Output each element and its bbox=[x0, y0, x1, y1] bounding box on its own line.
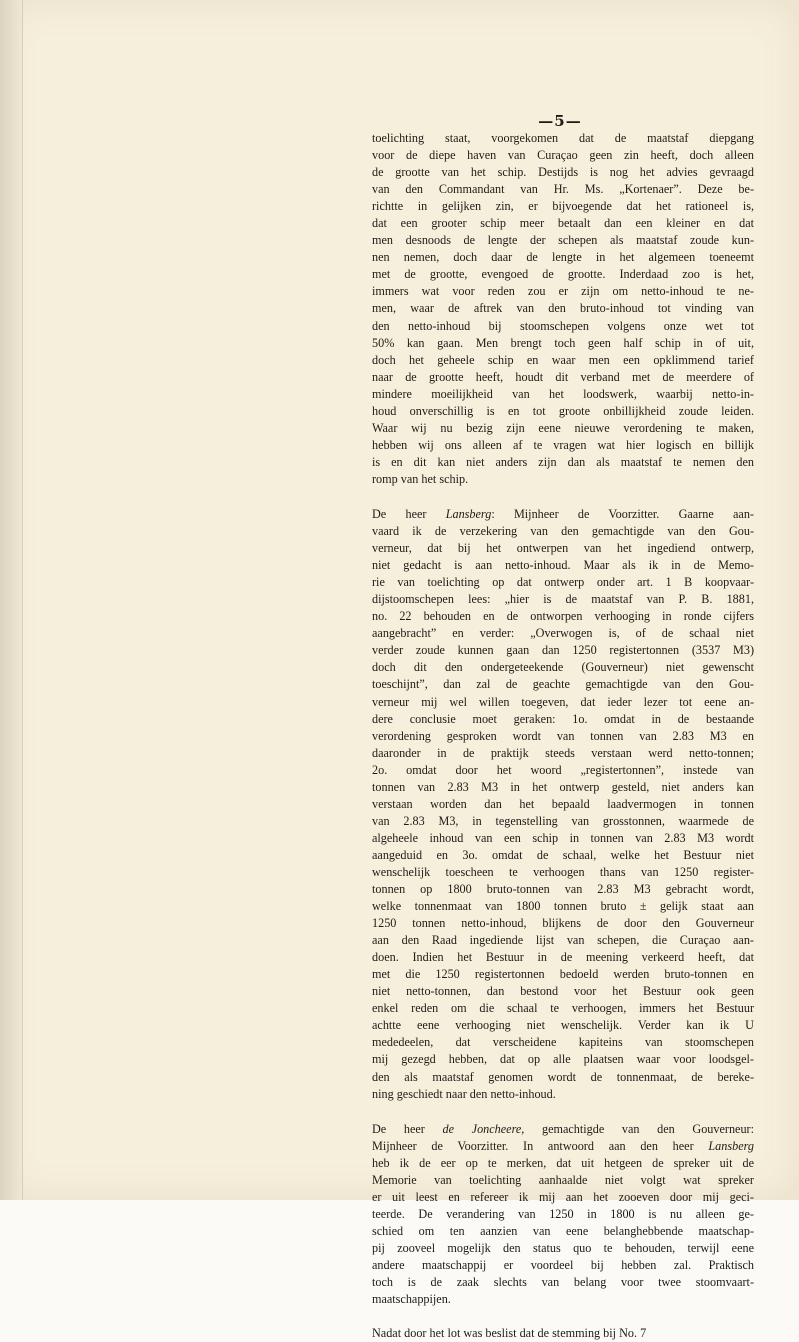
text-line: er uit leest en refereer ik mij aan het zooeven door mij geci- bbox=[372, 1189, 754, 1204]
text-line: andere maatschappij er voordeel bij hebben zal. Praktisch bbox=[372, 1258, 754, 1272]
text-line: aan den Raad ingediende lijst van schepen, die Curaçao aan- bbox=[372, 933, 754, 948]
text-line: teerde. De verandering van 1250 in 1800 is nu alleen ge- bbox=[372, 1206, 754, 1221]
text-line: niet gedacht is aan netto-inhoud. Maar als ik in de Memo- bbox=[372, 558, 754, 573]
document-body bbox=[372, 130, 754, 1342]
text-line: houd onverschillig is en tot groote onbillijkheid zoude leiden. bbox=[372, 403, 754, 418]
text-line: Waar wij nu bezig zijn eene nieuwe verordening te maken, bbox=[372, 420, 754, 435]
text-line: toelichting staat, voorgekomen dat de maatstaf diepgang bbox=[372, 131, 754, 145]
text-line: richtte in gelijken zin, er bijvoegende dat het rationeel is, bbox=[372, 199, 754, 214]
text-line: enkel reden om die schaal te verhoogen, immers het Bestuur bbox=[372, 1001, 754, 1016]
text-line: nen nemen, doch daar de lengte in het algemeen toeneemt bbox=[372, 250, 754, 265]
text-line: met die 1250 registertonnen bedoeld werden bruto-tonnen en bbox=[372, 967, 754, 982]
text-line: rie van toelichting op dat ontwerp onder art. 1 B koopvaar- bbox=[372, 575, 754, 590]
text-line: van 2.83 M3, in tegenstelling van grosstonnen, waarmede de bbox=[372, 813, 754, 828]
text-line: Memorie van toelichting aanhaalde niet volgt wat spreker bbox=[372, 1172, 754, 1187]
text-line: maatschappijen. bbox=[372, 1292, 451, 1307]
text-line: wenschelijk toescheen te verhoogen thans van 1250 register- bbox=[372, 864, 754, 879]
text-line: doch het geheele schip en waar men een opklimmend tarief bbox=[372, 352, 754, 367]
text-line: 1250 tonnen netto-inhoud, blijkens de door den Gouverneur bbox=[372, 916, 754, 931]
text-line: achtte eene verhooging niet wenschelijk. Verder kan ik U bbox=[372, 1018, 754, 1033]
text-line: heb ik de eer op te merken, dat uit hetgeen de spreker uit de bbox=[372, 1155, 754, 1170]
text-line: men, waar de aftrek van den bruto-inhoud tot vinding van bbox=[372, 301, 754, 316]
text-line: algeheele inhoud van een schip in tonnen van 2.83 M3 wordt bbox=[372, 830, 754, 845]
text-line: immers wat voor reden zou er zijn om netto-inhoud te ne- bbox=[372, 284, 754, 299]
text-line: 2o. omdat door het woord „registertonnen”, instede van bbox=[372, 762, 754, 777]
text-line: is en dit kan niet anders zijn dan als maatstaf te nemen den bbox=[372, 454, 754, 469]
text-line: mij gezegd hebben, dat op alle plaatsen waar voor loodsgel- bbox=[372, 1052, 754, 1067]
text-line: toch is de zaak slechts van belang voor twee stoomvaart- bbox=[372, 1275, 754, 1290]
paragraph-2-lansberg bbox=[372, 506, 754, 1103]
text-line: verordening gesproken wordt van tonnen van 2.83 M3 en bbox=[372, 728, 754, 743]
text-line: vaard ik de verzekering van den gemachtigde van den Gou- bbox=[372, 524, 754, 539]
text-line: hebben wij ons alleen af te vragen wat hier logisch en billijk bbox=[372, 437, 754, 452]
text-line: met de grootte, evengoed de grootte. Inderdaad zoo is het, bbox=[372, 267, 754, 282]
text-line: schied om ten aanzien van eene belanghebbende maatschap- bbox=[372, 1223, 754, 1238]
text-line: naar de grootte heeft, houdt dit verband met de meerdere of bbox=[372, 369, 754, 384]
text-line: men desnoods de lengte der schepen als maatstaf zoude kun- bbox=[372, 233, 754, 248]
text-line: van den Commandant van Hr. Ms. „Kortenaer”. Deze be- bbox=[372, 182, 754, 197]
text-line: verder zoude kunnen gaan dan 1250 registertonnen (3537 M3) bbox=[372, 643, 754, 658]
text-line: verneur, dat bij het ontwerpen van het ingediend ontwerp, bbox=[372, 541, 754, 556]
text-line: dere conclusie moet geraken: 1o. omdat in de bestaande bbox=[372, 711, 754, 726]
text-line: daaronder in de praktijk steeds verstaan werd netto-tonnen; bbox=[372, 745, 754, 760]
text-line: doch dit den ondergeteekende (Gouverneur) niet gewenscht bbox=[372, 660, 754, 675]
text-line: ning geschiedt naar den netto-inhoud. bbox=[372, 1086, 556, 1101]
text-line: de grootte van het schip. Destijds is nog het advies gevraagd bbox=[372, 165, 754, 180]
text-line: dat een grooter schip meer betaalt dan een kleiner en dat bbox=[372, 216, 754, 231]
binding-margin bbox=[0, 0, 23, 1200]
text-line: voor de diepe haven van Curaçao geen zin heeft, doch alleen bbox=[372, 148, 754, 163]
text-line: Mijnheer de Voorzitter. In antwoord aan den heer Lansberg bbox=[372, 1138, 754, 1153]
paragraph-4 bbox=[372, 1325, 754, 1342]
text-line: tonnen van 2.83 M3 in het ontwerp gesteld, niet anders kan bbox=[372, 779, 754, 794]
text-line: welke tonnenmaat van 1800 tonnen bruto ± gelijk staat aan bbox=[372, 899, 754, 914]
text-line: verneur mij wel willen toegeven, dat ieder lezer tot eene an- bbox=[372, 694, 754, 709]
paragraph-3-de-joncheere bbox=[372, 1121, 754, 1309]
text-line: doen. Indien het Bestuur in de meening verkeerd heeft, dat bbox=[372, 950, 754, 965]
text-line: aangeduid en 3o. omdat de schaal, welke het Bestuur niet bbox=[372, 847, 754, 862]
text-line: Nadat door het lot was beslist dat de stemming bij No. 7 bbox=[372, 1326, 647, 1341]
text-line: romp van het schip. bbox=[372, 471, 469, 486]
text-line: dijstoomschepen lees: „hier is de maatstaf van P. B. 1881, bbox=[372, 592, 754, 607]
page-number: —5— bbox=[538, 112, 582, 130]
text-line: De heer de Joncheere, gemachtigde van den Gouverneur: bbox=[372, 1121, 754, 1136]
text-line: aangebracht” en verder: „Overwogen is, of de schaal niet bbox=[372, 626, 754, 641]
text-line: tonnen op 1800 bruto-tonnen van 2.83 M3 gebracht wordt, bbox=[372, 882, 754, 897]
text-line: pij zooveel mogelijk den status quo te behouden, terwijl eene bbox=[372, 1240, 754, 1255]
text-line: niet netto-tonnen, dan bestond voor het Bestuur ook geen bbox=[372, 984, 754, 999]
text-line: den als maatstaf genomen wordt de tonnenmaat, de bereke- bbox=[372, 1069, 754, 1084]
text-line: den netto-inhoud bij stoomschepen volgens onze wet tot bbox=[372, 318, 754, 333]
text-line: De heer Lansberg: Mijnheer de Voorzitter. Gaarne aan- bbox=[372, 506, 754, 521]
text-line: mededeelen, dat verscheidene kapiteins van stoomschepen bbox=[372, 1035, 754, 1050]
text-line: verstaan worden dan het bepaald laadvermogen in tonnen bbox=[372, 796, 754, 811]
text-line: toeschijnt”, dan zal de geachte gemachtigde van den Gou- bbox=[372, 677, 754, 692]
paragraph-1 bbox=[372, 130, 754, 488]
text-line: 50% kan gaan. Men brengt toch geen half schip in of uit, bbox=[372, 335, 754, 350]
text-line: no. 22 behouden en de ontworpen verhooging in ronde cijfers bbox=[372, 609, 754, 624]
text-line: mindere moeilijkheid van het loodswerk, waarbij netto-in- bbox=[372, 386, 754, 401]
